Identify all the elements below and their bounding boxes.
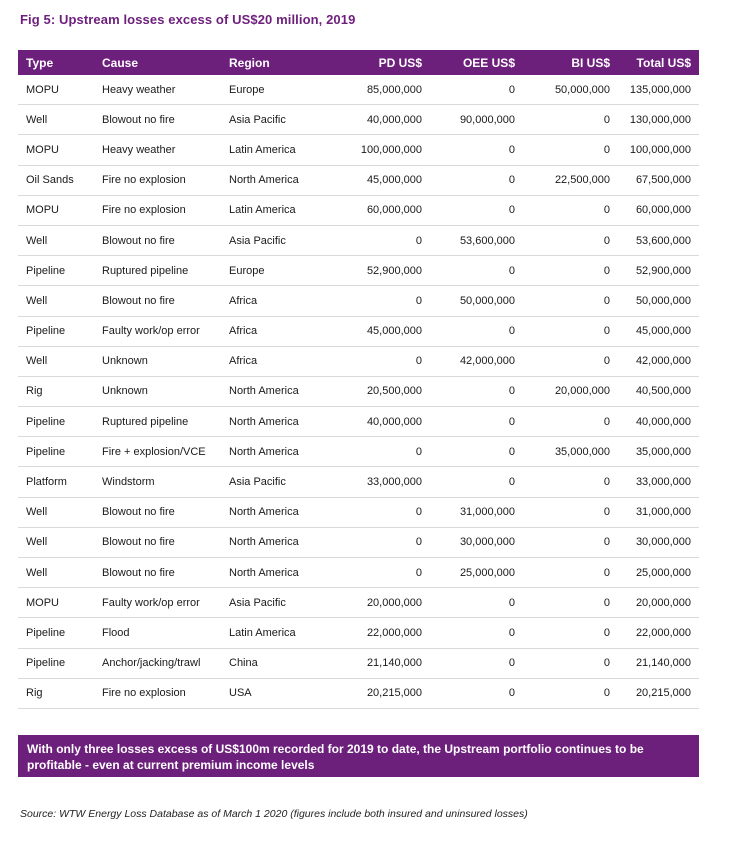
cell-cause: Fire no explosion [94, 165, 221, 195]
table-row [18, 376, 699, 406]
cell-total: 67,500,000 [618, 165, 699, 195]
cell-total: 60,000,000 [618, 195, 699, 225]
cell-pd: 21,140,000 [334, 648, 430, 678]
cell-pd: 22,000,000 [334, 618, 430, 648]
cell-bi: 0 [523, 256, 618, 286]
cell-region: Africa [221, 316, 334, 346]
cell-type: Oil Sands [18, 165, 94, 195]
cell-total: 33,000,000 [618, 467, 699, 497]
cell-pd: 60,000,000 [334, 195, 430, 225]
table-row [18, 527, 699, 557]
cell-bi: 0 [523, 346, 618, 376]
cell-pd: 0 [334, 225, 430, 255]
table-row [18, 467, 699, 497]
table-row [18, 678, 699, 708]
cell-cause: Ruptured pipeline [94, 407, 221, 437]
cell-cause: Blowout no fire [94, 105, 221, 135]
column-header-bi: BI US$ [523, 50, 618, 75]
cell-pd: 52,900,000 [334, 256, 430, 286]
cell-bi: 0 [523, 316, 618, 346]
cell-region: North America [221, 376, 334, 406]
cell-bi: 0 [523, 135, 618, 165]
table-row [18, 407, 699, 437]
table-row [18, 648, 699, 678]
cell-oee: 0 [430, 135, 523, 165]
cell-oee: 0 [430, 467, 523, 497]
source-note: Source: WTW Energy Loss Database as of March 1 2020 (figures include both insured and uninsured losses) [20, 808, 528, 820]
cell-region: Asia Pacific [221, 105, 334, 135]
cell-type: Pipeline [18, 648, 94, 678]
cell-type: Well [18, 527, 94, 557]
cell-type: Pipeline [18, 618, 94, 648]
cell-type: Well [18, 346, 94, 376]
cell-oee: 42,000,000 [430, 346, 523, 376]
table-row [18, 135, 699, 165]
cell-region: Asia Pacific [221, 225, 334, 255]
cell-total: 42,000,000 [618, 346, 699, 376]
summary-callout: With only three losses excess of US$100m recorded for 2019 to date, the Upstream portfolio continues to be profitable - even at current premium income levels [18, 735, 699, 777]
cell-pd: 33,000,000 [334, 467, 430, 497]
cell-region: North America [221, 497, 334, 527]
cell-total: 130,000,000 [618, 105, 699, 135]
cell-bi: 0 [523, 558, 618, 588]
cell-type: Pipeline [18, 407, 94, 437]
cell-oee: 0 [430, 678, 523, 708]
cell-oee: 0 [430, 437, 523, 467]
cell-region: Asia Pacific [221, 467, 334, 497]
cell-cause: Faulty work/op error [94, 316, 221, 346]
cell-bi: 35,000,000 [523, 437, 618, 467]
cell-cause: Heavy weather [94, 75, 221, 105]
cell-pd: 0 [334, 286, 430, 316]
column-header-type: Type [18, 50, 94, 75]
column-header-oee: OEE US$ [430, 50, 523, 75]
cell-region: North America [221, 407, 334, 437]
table-row [18, 105, 699, 135]
cell-cause: Blowout no fire [94, 225, 221, 255]
cell-pd: 45,000,000 [334, 165, 430, 195]
cell-type: Well [18, 105, 94, 135]
cell-region: North America [221, 527, 334, 557]
cell-pd: 40,000,000 [334, 407, 430, 437]
cell-bi: 20,000,000 [523, 376, 618, 406]
cell-region: Latin America [221, 135, 334, 165]
cell-cause: Faulty work/op error [94, 588, 221, 618]
cell-cause: Blowout no fire [94, 527, 221, 557]
cell-cause: Unknown [94, 346, 221, 376]
cell-pd: 0 [334, 527, 430, 557]
cell-total: 100,000,000 [618, 135, 699, 165]
cell-type: Platform [18, 467, 94, 497]
cell-pd: 0 [334, 497, 430, 527]
cell-bi: 0 [523, 527, 618, 557]
cell-total: 22,000,000 [618, 618, 699, 648]
cell-oee: 30,000,000 [430, 527, 523, 557]
cell-region: China [221, 648, 334, 678]
table-header-row [18, 50, 699, 75]
cell-bi: 0 [523, 678, 618, 708]
cell-pd: 20,500,000 [334, 376, 430, 406]
cell-oee: 0 [430, 256, 523, 286]
cell-total: 20,000,000 [618, 588, 699, 618]
table-row [18, 346, 699, 376]
cell-region: Latin America [221, 195, 334, 225]
column-header-region: Region [221, 50, 334, 75]
cell-pd: 40,000,000 [334, 105, 430, 135]
table-row [18, 256, 699, 286]
table-row [18, 195, 699, 225]
cell-oee: 0 [430, 376, 523, 406]
table-row [18, 558, 699, 588]
upstream-losses-table [18, 50, 699, 709]
cell-oee: 0 [430, 588, 523, 618]
cell-bi: 22,500,000 [523, 165, 618, 195]
cell-total: 50,000,000 [618, 286, 699, 316]
cell-pd: 45,000,000 [334, 316, 430, 346]
cell-region: Asia Pacific [221, 588, 334, 618]
table-row [18, 316, 699, 346]
cell-oee: 53,600,000 [430, 225, 523, 255]
cell-total: 30,000,000 [618, 527, 699, 557]
column-header-total: Total US$ [618, 50, 699, 75]
cell-region: Europe [221, 256, 334, 286]
cell-region: North America [221, 558, 334, 588]
cell-oee: 90,000,000 [430, 105, 523, 135]
column-header-pd: PD US$ [334, 50, 430, 75]
cell-oee: 25,000,000 [430, 558, 523, 588]
cell-region: Europe [221, 75, 334, 105]
cell-region: North America [221, 165, 334, 195]
cell-pd: 0 [334, 558, 430, 588]
cell-total: 135,000,000 [618, 75, 699, 105]
cell-type: MOPU [18, 75, 94, 105]
cell-pd: 20,215,000 [334, 678, 430, 708]
cell-cause: Windstorm [94, 467, 221, 497]
figure-title: Fig 5: Upstream losses excess of US$20 million, 2019 [20, 12, 356, 27]
cell-cause: Flood [94, 618, 221, 648]
cell-total: 20,215,000 [618, 678, 699, 708]
cell-total: 40,000,000 [618, 407, 699, 437]
cell-cause: Blowout no fire [94, 286, 221, 316]
cell-oee: 0 [430, 195, 523, 225]
cell-bi: 0 [523, 225, 618, 255]
cell-region: USA [221, 678, 334, 708]
cell-bi: 0 [523, 497, 618, 527]
cell-bi: 0 [523, 467, 618, 497]
cell-bi: 0 [523, 407, 618, 437]
cell-oee: 0 [430, 648, 523, 678]
cell-type: Well [18, 558, 94, 588]
cell-type: Well [18, 497, 94, 527]
cell-region: Africa [221, 286, 334, 316]
cell-oee: 0 [430, 165, 523, 195]
cell-total: 45,000,000 [618, 316, 699, 346]
cell-cause: Fire no explosion [94, 195, 221, 225]
cell-cause: Fire no explosion [94, 678, 221, 708]
cell-cause: Ruptured pipeline [94, 256, 221, 286]
table-row [18, 75, 699, 105]
cell-type: Rig [18, 376, 94, 406]
cell-type: Pipeline [18, 437, 94, 467]
cell-oee: 0 [430, 75, 523, 105]
cell-total: 53,600,000 [618, 225, 699, 255]
cell-total: 21,140,000 [618, 648, 699, 678]
cell-type: Rig [18, 678, 94, 708]
cell-region: Africa [221, 346, 334, 376]
cell-oee: 0 [430, 316, 523, 346]
cell-bi: 0 [523, 195, 618, 225]
cell-pd: 0 [334, 437, 430, 467]
cell-oee: 0 [430, 618, 523, 648]
cell-bi: 0 [523, 648, 618, 678]
cell-region: North America [221, 437, 334, 467]
cell-region: Latin America [221, 618, 334, 648]
cell-bi: 0 [523, 286, 618, 316]
cell-oee: 0 [430, 407, 523, 437]
cell-bi: 0 [523, 588, 618, 618]
cell-type: MOPU [18, 588, 94, 618]
table-row [18, 588, 699, 618]
cell-oee: 50,000,000 [430, 286, 523, 316]
cell-total: 35,000,000 [618, 437, 699, 467]
table-row [18, 165, 699, 195]
table-row [18, 286, 699, 316]
cell-pd: 100,000,000 [334, 135, 430, 165]
cell-oee: 31,000,000 [430, 497, 523, 527]
cell-bi: 50,000,000 [523, 75, 618, 105]
table-row [18, 437, 699, 467]
cell-bi: 0 [523, 105, 618, 135]
cell-cause: Heavy weather [94, 135, 221, 165]
cell-total: 40,500,000 [618, 376, 699, 406]
cell-cause: Unknown [94, 376, 221, 406]
cell-cause: Anchor/jacking/trawl [94, 648, 221, 678]
cell-type: Pipeline [18, 256, 94, 286]
cell-cause: Blowout no fire [94, 497, 221, 527]
cell-total: 25,000,000 [618, 558, 699, 588]
cell-type: MOPU [18, 195, 94, 225]
cell-bi: 0 [523, 618, 618, 648]
cell-pd: 85,000,000 [334, 75, 430, 105]
cell-cause: Blowout no fire [94, 558, 221, 588]
cell-type: Pipeline [18, 316, 94, 346]
table-row [18, 225, 699, 255]
cell-cause: Fire + explosion/VCE [94, 437, 221, 467]
cell-total: 31,000,000 [618, 497, 699, 527]
cell-type: MOPU [18, 135, 94, 165]
table-row [18, 497, 699, 527]
cell-total: 52,900,000 [618, 256, 699, 286]
cell-pd: 0 [334, 346, 430, 376]
cell-type: Well [18, 225, 94, 255]
cell-type: Well [18, 286, 94, 316]
cell-pd: 20,000,000 [334, 588, 430, 618]
column-header-cause: Cause [94, 50, 221, 75]
table-row [18, 618, 699, 648]
